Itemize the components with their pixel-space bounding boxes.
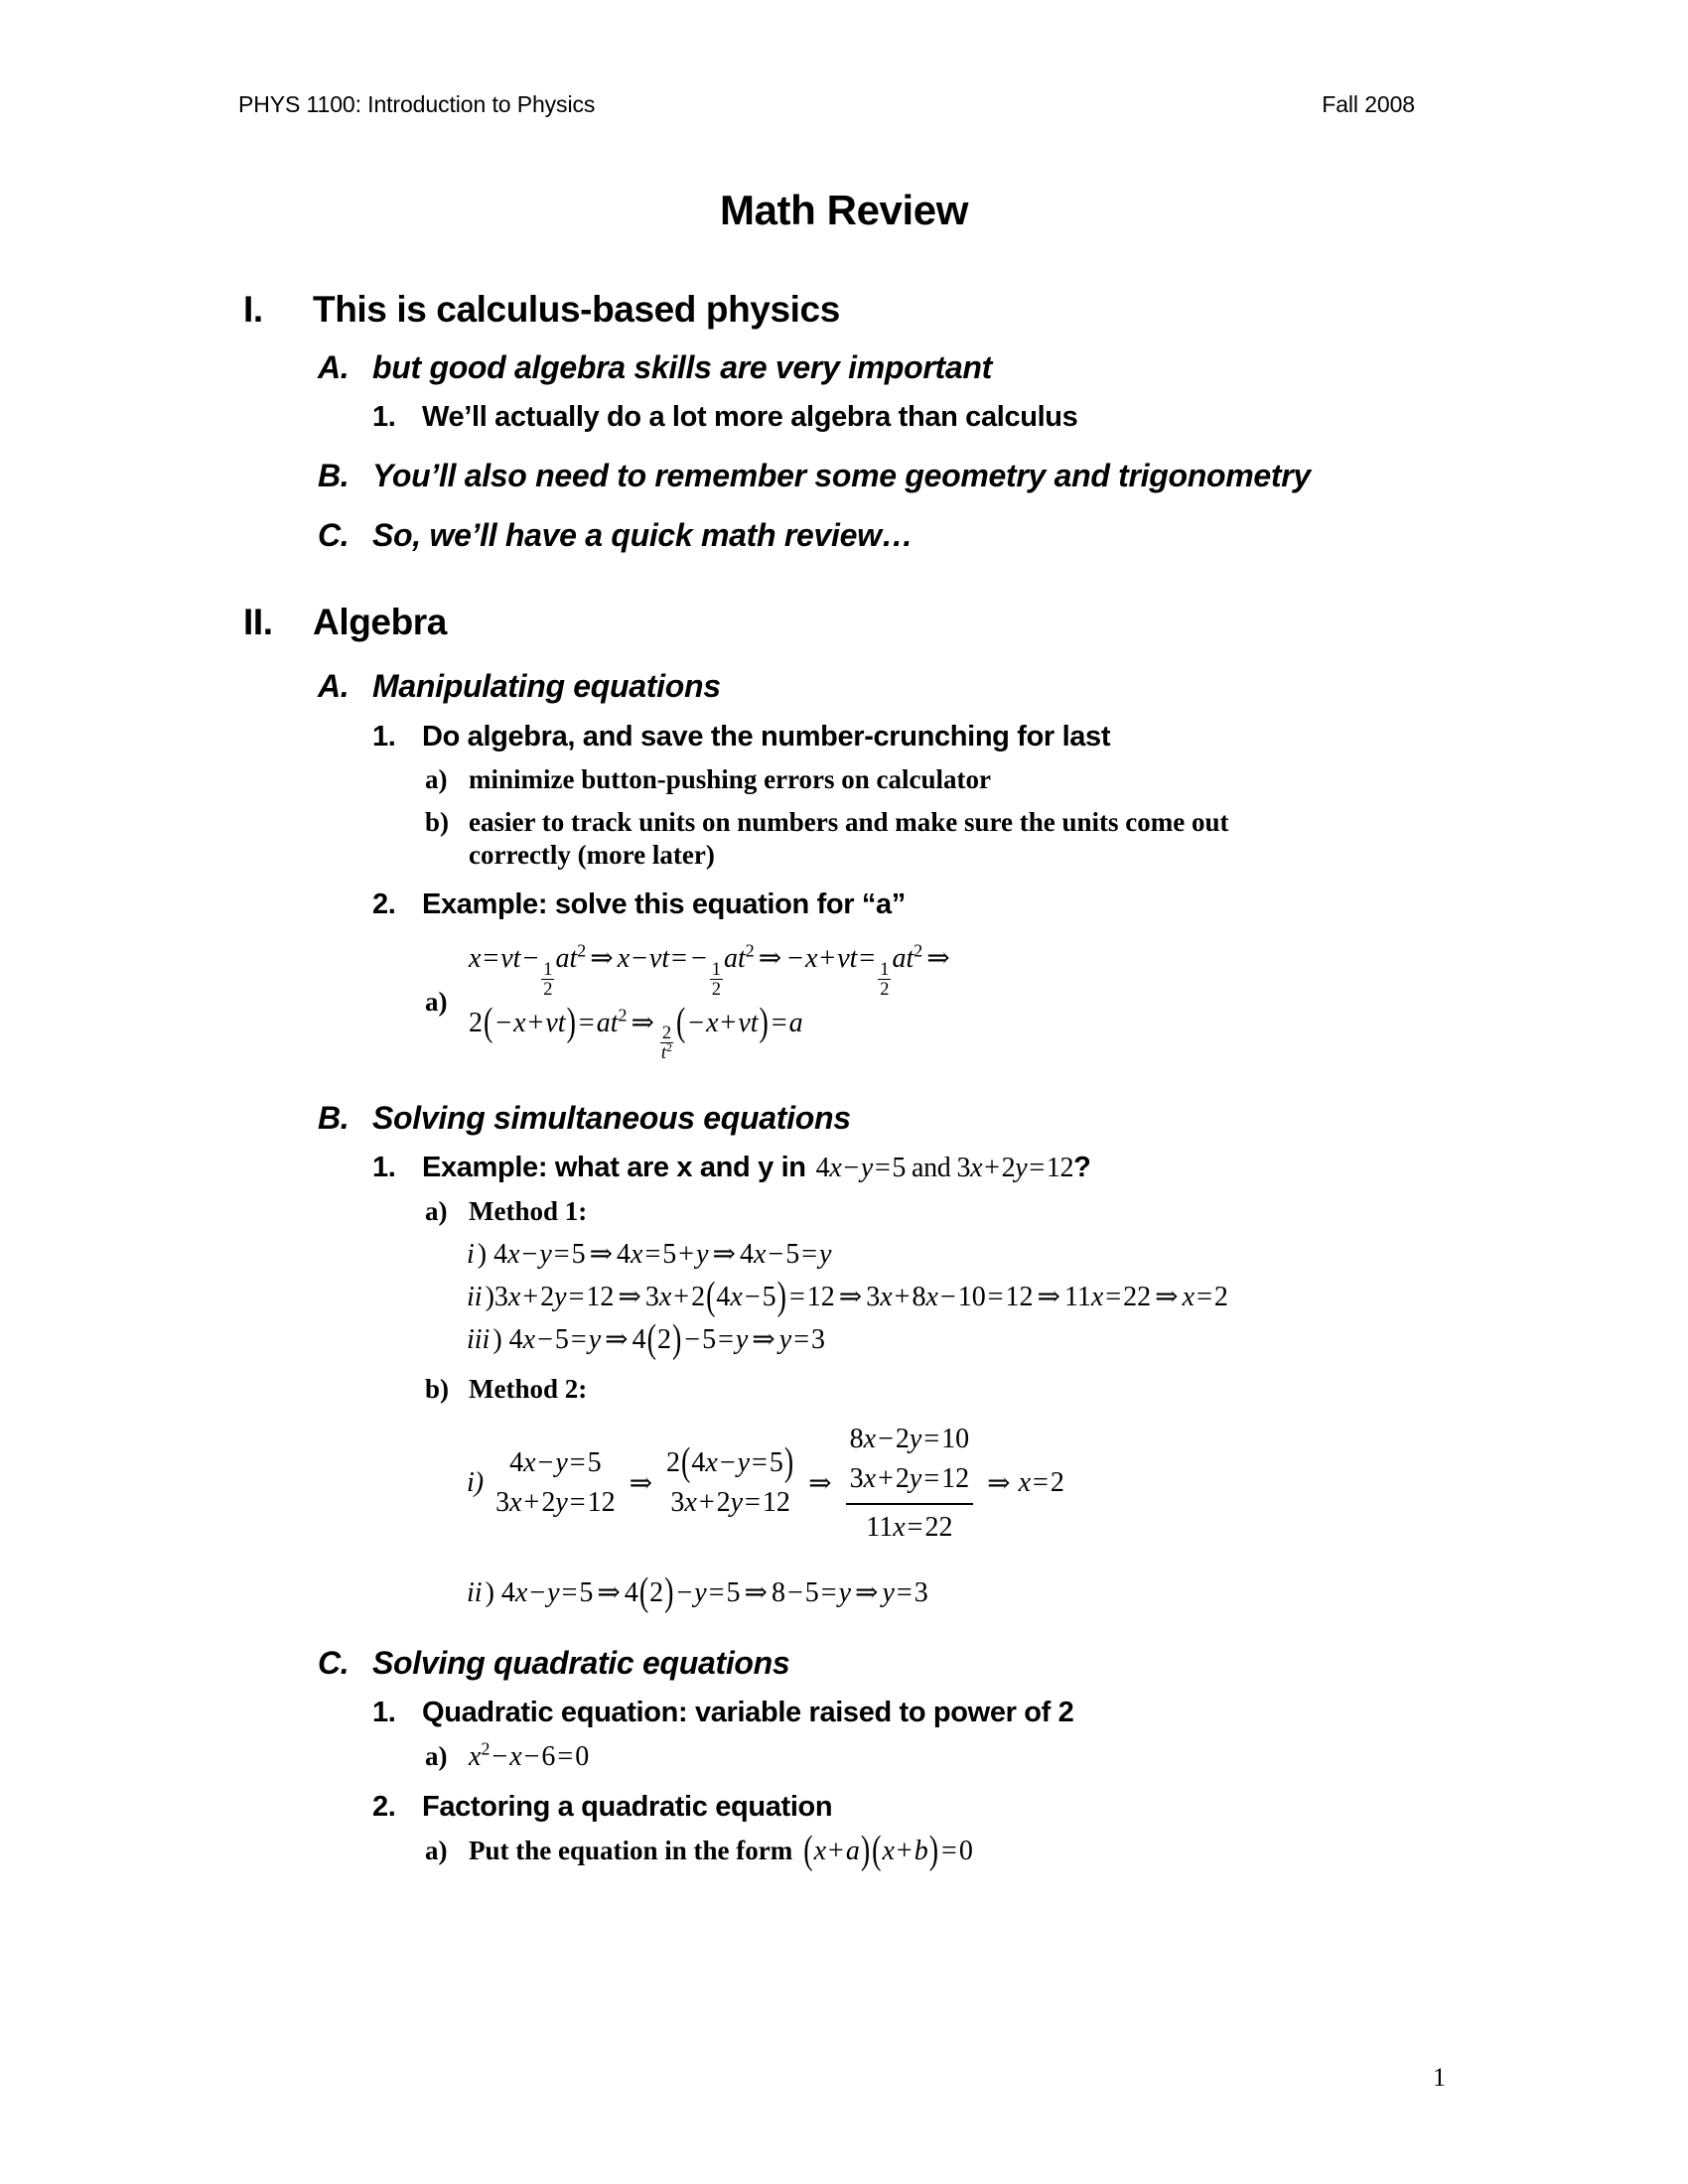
outline-text: minimize button-pushing errors on calculator	[469, 764, 991, 795]
running-head	[238, 91, 1415, 118]
outline-text: Example: what are x and y in	[422, 1152, 806, 1184]
outline-marker: b)	[425, 1373, 450, 1404]
outline-marker: a)	[425, 1196, 448, 1227]
outline-marker: A.	[318, 348, 350, 385]
system-1-bottom: 3x+2y=12	[495, 1487, 616, 1519]
outline-text: Factoring a quadratic equation	[422, 1790, 833, 1823]
equation-lines	[469, 934, 1688, 1069]
outline-text-with-math: Put the equation in the form (x+a)(x+b) =0	[469, 1828, 973, 1873]
outline-text: We’ll actually do a lot more algebra than calculus	[422, 401, 1078, 434]
outline-item-II-A-1-b	[0, 806, 1688, 872]
outline-marker: 1.	[372, 401, 396, 434]
outline-marker: B.	[318, 1099, 350, 1136]
outline-item-II-C	[0, 1644, 1688, 1682]
outline-marker: a)	[425, 764, 448, 795]
outline-marker: 1.	[372, 720, 396, 752]
outline-text: Method 2:	[469, 1373, 588, 1404]
solution-x: x=2	[1018, 1467, 1064, 1499]
outline-item-II-A-1	[0, 720, 1688, 754]
outline-text: Method 1:	[469, 1196, 588, 1227]
outline-marker: a)	[425, 1740, 448, 1771]
outline-text: Algebra	[313, 601, 447, 642]
outline-item-factored-form	[0, 1828, 1688, 1873]
outline-text: easier to track units on numbers and make sure the units come out correctly (more later)	[469, 807, 1229, 871]
math-step-m1-i: i ) 4x−y=5 ⇒ 4x=5+y ⇒ 4x−5=y	[467, 1239, 832, 1271]
equation-block-solve-for-a	[0, 934, 1688, 1069]
step-marker: i)	[467, 1467, 485, 1499]
outline-item-II-B-1	[0, 1151, 1688, 1185]
outline-item-II	[0, 601, 1688, 644]
outline-item-II-C-1	[0, 1696, 1688, 1730]
sum-result: 11x=22	[866, 1511, 953, 1543]
outline-item-II-A	[0, 667, 1688, 705]
outline-marker: 1.	[372, 1696, 396, 1728]
outline-text-with-math: Example: what are x and y in 4x−y=5 and 3x+2y=12?	[422, 1152, 1091, 1184]
term-label: Fall 2008	[1322, 91, 1415, 117]
math-conjunction: and	[912, 1153, 951, 1184]
outline-marker: 2.	[372, 888, 396, 921]
outline-body	[0, 266, 1688, 1873]
math-step-m1-iii: iii ) 4x−5=y ⇒ 4(2) −5=y ⇒ y=3	[467, 1317, 825, 1363]
outline-text: Solving simultaneous equations	[372, 1099, 851, 1136]
outline-text: Put the equation in the form	[469, 1835, 793, 1865]
sum-addend-2: 3x+2y=12	[846, 1459, 973, 1505]
outline-item-II-A-2	[0, 887, 1688, 922]
outline-text-tail: ?	[1073, 1152, 1091, 1184]
implies-arrow-icon: ⇒	[629, 1468, 653, 1500]
outline-marker: 2.	[372, 1790, 396, 1823]
outline-text: but good algebra skills are very important	[372, 348, 993, 385]
outline-item-I-A	[0, 348, 1688, 386]
equation-line-1: x=vt− $\frac{1}{2}$ $at^2$ ⇒ x−vt= − $\frac{1}{2}$ $at^2$ ⇒ −x+vt= $\frac{1}{2}$ $at^2$ ⇒	[469, 940, 950, 999]
outline-marker: C.	[318, 517, 350, 554]
outline-item-II-A-1-a	[0, 763, 1688, 796]
equation-line-2: $2( -x+vt) =at^2$ ⇒ $\frac{2}{t^2}$ ( −x+vt) =a	[469, 1000, 803, 1063]
outline-text: Quadratic equation: variable raised to power of 2	[422, 1696, 1074, 1728]
outline-item-II-B	[0, 1099, 1688, 1137]
outline-item-II-C-2	[0, 1790, 1688, 1825]
outline-item-I-A-1	[0, 400, 1688, 435]
implies-arrow-icon: ⇒	[987, 1468, 1011, 1500]
system-1	[490, 1443, 621, 1524]
outline-item-I-B	[0, 457, 1688, 494]
outline-marker: B.	[318, 457, 350, 493]
implies-arrow-icon: ⇒	[808, 1468, 832, 1500]
sum-addend-1: 8x−2y=10	[849, 1423, 970, 1454]
math-step-m2-ii: ii ) 4x−y=5 ⇒ 4(2) −y=5 ⇒ 8−5=y ⇒ y=3	[467, 1570, 928, 1616]
system-2-top: 2(4x−y=5)	[666, 1439, 794, 1485]
outline-marker: A.	[318, 668, 350, 705]
outline-text: Example: solve this equation for “a”	[422, 888, 906, 921]
outline-text: Solving quadratic equations	[372, 1644, 790, 1681]
math-step-m2-i	[467, 1420, 1688, 1549]
outline-text: Manipulating equations	[372, 668, 721, 705]
elimination-sum	[840, 1420, 979, 1549]
outline-marker: II.	[243, 601, 273, 642]
outline-item-I-C	[0, 516, 1688, 554]
math-step-m1-ii: ii )3x+2y=12 ⇒ 3x+2(4x−5) =12 ⇒ 3x+8x−10=12 ⇒ 11x=22 ⇒ x=2	[467, 1275, 1228, 1319]
system-2	[660, 1439, 800, 1524]
outline-text: You’ll also need to remember some geometry and trigonometry	[372, 457, 1311, 493]
outline-item-method-1	[0, 1195, 1688, 1228]
outline-marker: a)	[425, 986, 448, 1017]
outline-text: Do algebra, and save the number-crunching for last	[422, 720, 1111, 752]
outline-marker: b)	[425, 807, 450, 838]
outline-marker: a)	[425, 1835, 448, 1865]
system-2-bottom: 3x+2y=12	[670, 1487, 790, 1519]
outline-marker: I.	[243, 289, 263, 330]
course-title: PHYS 1100: Introduction to Physics	[238, 91, 596, 117]
system-1-top: 4x−y=5	[509, 1446, 602, 1478]
outline-item-quadratic-example: a) $x^2-x-6=0$	[425, 1738, 590, 1772]
outline-item-method-2	[0, 1373, 1688, 1406]
page-number: 1	[1433, 2063, 1446, 2092]
outline-marker: C.	[318, 1644, 350, 1681]
outline-text: This is calculus-based physics	[313, 289, 840, 330]
outline-item-I	[0, 288, 1688, 332]
outline-marker: 1.	[372, 1152, 396, 1184]
outline-text: So, we’ll have a quick math review…	[372, 517, 914, 554]
page-title: Math Review	[720, 187, 968, 233]
